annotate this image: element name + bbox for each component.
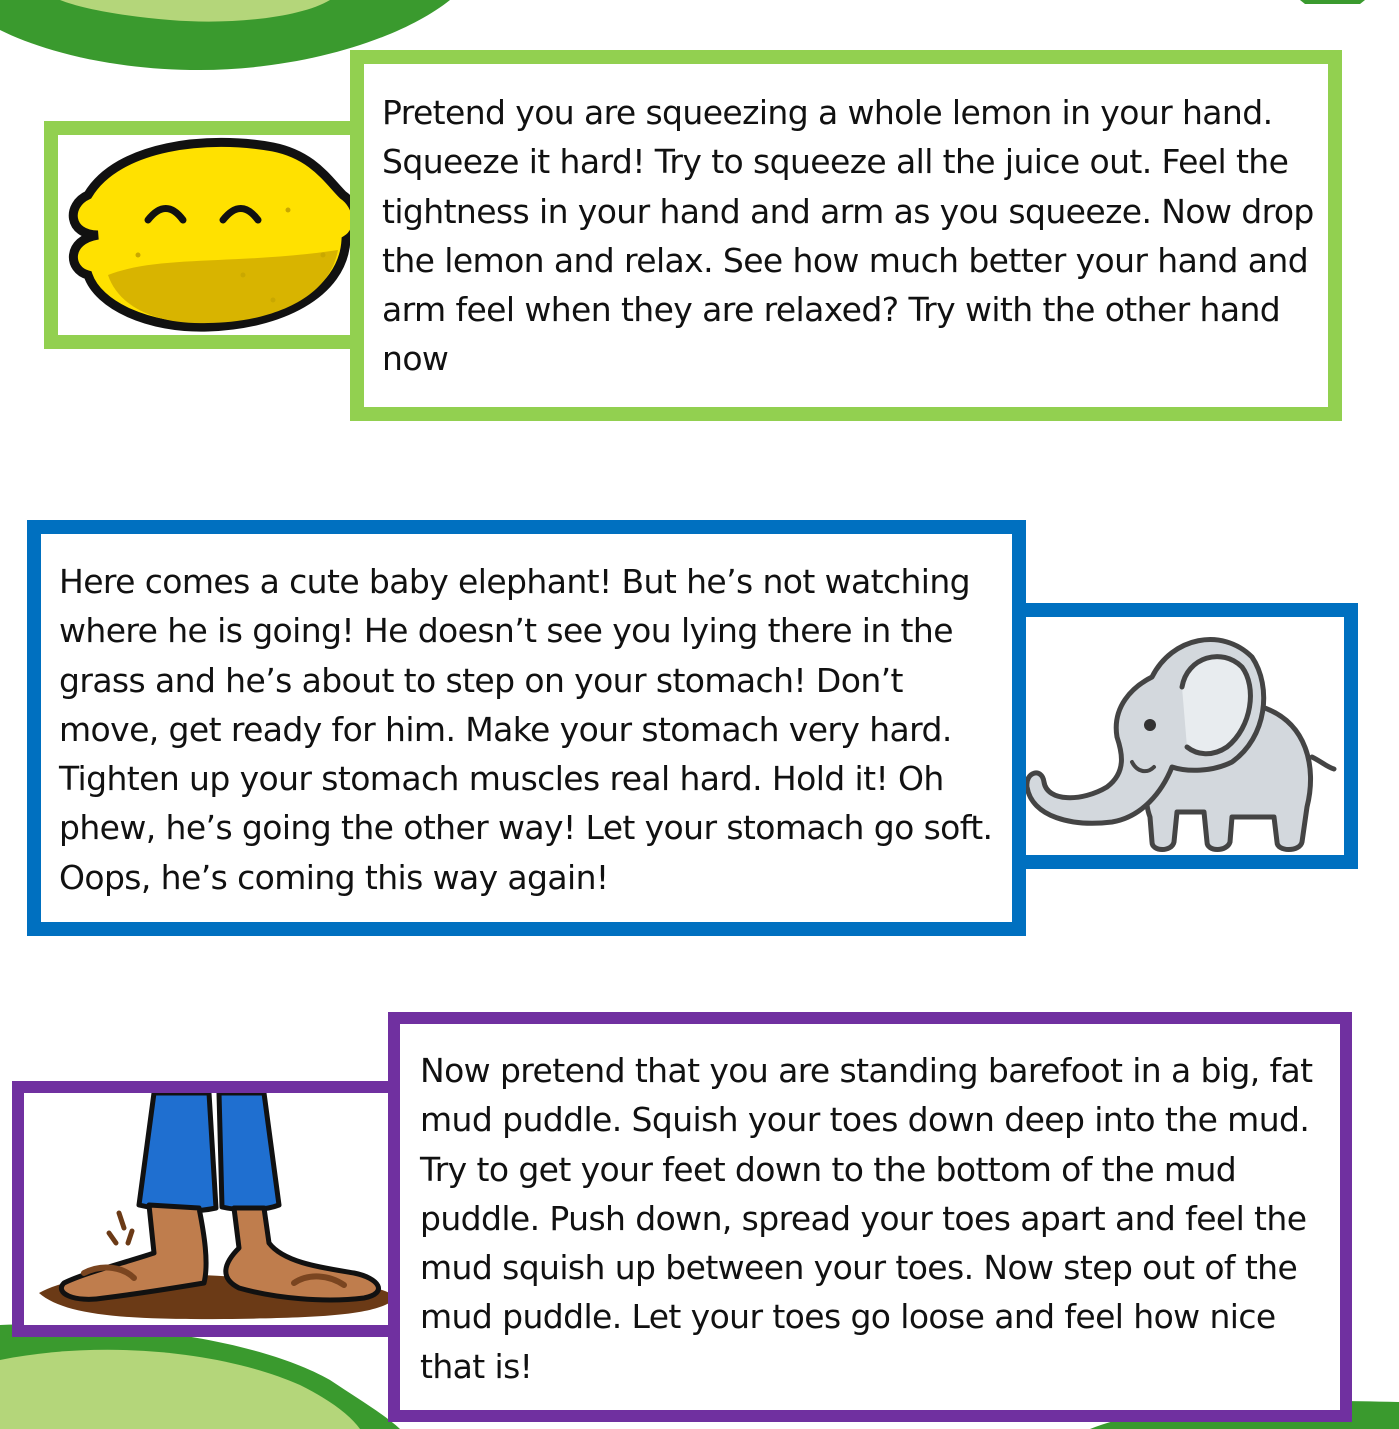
- elephant-exercise-card: [27, 520, 1026, 936]
- mud-exercise-card: [388, 1012, 1352, 1422]
- bare-feet-in-mud-illustration: [24, 1093, 402, 1325]
- lemon-picture-frame: [44, 121, 364, 349]
- lemon-exercise-text: Pretend you are squeezing a whole lemon in your hand. Squeeze it hard! Try to squeeze all the juice out. Feel the tightness in your hand and arm as you squeeze. Now drop the lemon and relax. See how much better your hand and arm feel when they are relaxed? Try with the other hand now: [382, 93, 1314, 379]
- mud-exercise-text: Now pretend that you are standing barefoot in a big, fat mud puddle. Squish your toes down deep into the mud. Try to get your feet down to the bottom of the mud puddle. Push down, spread your toes apart and feel the mud squish up between your toes. Now step out of the mud puddle. Let your toes go loose and feel how nice that is!: [420, 1051, 1313, 1386]
- mud-picture-frame: [12, 1081, 402, 1337]
- baby-elephant-illustration: [1012, 617, 1344, 855]
- top-right-tab: [1300, 0, 1365, 4]
- smiling-lemon-illustration: [58, 135, 364, 335]
- elephant-exercise-text: Here comes a cute baby elephant! But he’s not watching where he is going! He doesn’t see you lying there in the grass and he’s about to step on your stomach! Don’t move, get ready for him. Make your stomach very hard. Tighten up your stomach muscles real hard. Hold it! Oh phew, he’s going the other way! Let your stomach go soft. Oops, he’s coming this way again!: [59, 562, 993, 897]
- lemon-exercise-card: [350, 50, 1342, 421]
- elephant-picture-frame: [1012, 603, 1358, 869]
- elephant-eye: [1144, 719, 1156, 731]
- bottom-light-blob: [0, 1350, 360, 1429]
